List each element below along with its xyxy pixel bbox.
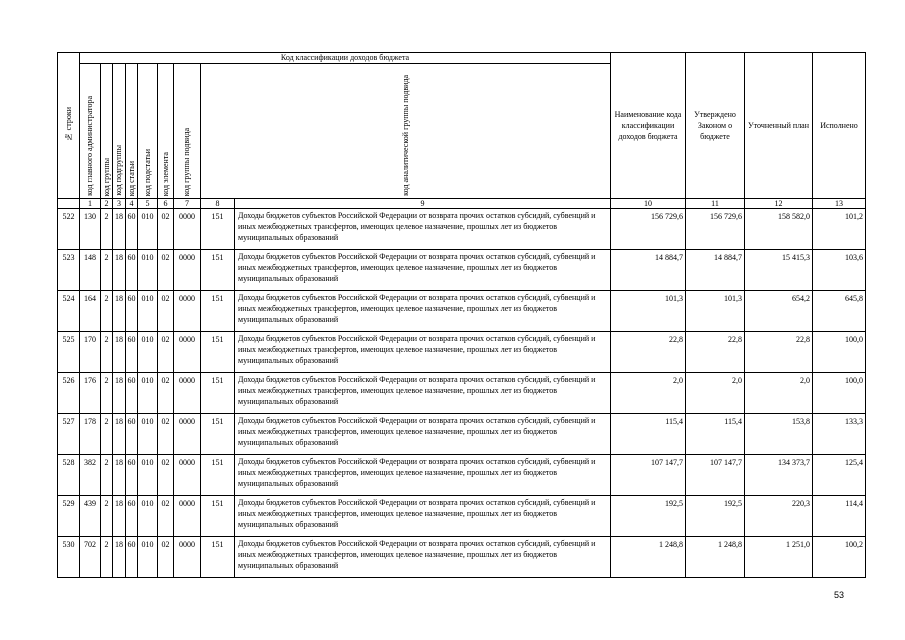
admin-code-cell: 439 <box>80 496 101 537</box>
substat-code-cell: 010 <box>138 455 158 496</box>
article-code-cell: 60 <box>126 250 138 291</box>
subgroup-code-cell: 18 <box>113 373 126 414</box>
table-row <box>58 496 866 537</box>
admin-code-cell: 382 <box>80 455 101 496</box>
executed-cell: 220,3 <box>745 496 813 537</box>
article-code-cell: 60 <box>126 496 138 537</box>
column-number: 3 <box>113 199 126 209</box>
executed-cell: 158 582,0 <box>745 209 813 250</box>
group-code-cell: 2 <box>101 291 113 332</box>
executed-cell: 153,8 <box>745 414 813 455</box>
name-header: Наименование кода классификации доходов бюджета <box>611 53 686 199</box>
substat-code-header: код подстатьи <box>138 64 158 199</box>
approved-cell: 115,4 <box>611 414 686 455</box>
article-code-cell: 60 <box>126 209 138 250</box>
article-code-cell: 60 <box>126 373 138 414</box>
percent-cell: 100,2 <box>813 537 866 578</box>
analytic-code-cell: 151 <box>201 496 235 537</box>
executed-header: Исполнено <box>813 53 866 199</box>
analytic-code-cell: 151 <box>201 332 235 373</box>
approved-cell: 14 884,7 <box>611 250 686 291</box>
admin-code-cell: 164 <box>80 291 101 332</box>
executed-cell: 22,8 <box>745 332 813 373</box>
name-cell: Доходы бюджетов субъектов Российской Федерации от возврата прочих остатков субсидий, субвенций и иных межбюджетных трансфертов, имеющих целевое назначение, прошлых лет из бюджетов муниципальных образований <box>235 496 611 537</box>
article-code-cell: 60 <box>126 414 138 455</box>
approved-cell: 192,5 <box>611 496 686 537</box>
column-number: 9 <box>235 199 611 209</box>
row-number-cell: 530 <box>58 537 80 578</box>
page-number: 53 <box>834 590 845 600</box>
subgroup-code-cell: 18 <box>113 455 126 496</box>
revised-cell: 22,8 <box>686 332 745 373</box>
article-code-cell: 60 <box>126 291 138 332</box>
row-number-cell: 523 <box>58 250 80 291</box>
article-code-cell: 60 <box>126 537 138 578</box>
analytic-code-cell: 151 <box>201 291 235 332</box>
substat-code-cell: 010 <box>138 414 158 455</box>
admin-code-cell: 130 <box>80 209 101 250</box>
subtype-group-code-cell: 0000 <box>174 455 201 496</box>
name-cell: Доходы бюджетов субъектов Российской Федерации от возврата прочих остатков субсидий, субвенций и иных межбюджетных трансфертов, имеющих целевое назначение, прошлых лет из бюджетов муниципальных образований <box>235 209 611 250</box>
executed-cell: 15 415,3 <box>745 250 813 291</box>
budget-revenue-table <box>57 52 866 578</box>
analytic-code-cell: 151 <box>201 250 235 291</box>
column-number: 4 <box>126 199 138 209</box>
revised-cell: 14 884,7 <box>686 250 745 291</box>
substat-code-cell: 010 <box>138 373 158 414</box>
approved-header: Утверждено Законом о бюджете <box>686 53 745 199</box>
subgroup-code-cell: 18 <box>113 537 126 578</box>
table-row <box>58 332 866 373</box>
group-code-cell: 2 <box>101 250 113 291</box>
percent-cell: 100,0 <box>813 373 866 414</box>
revised-cell: 101,3 <box>686 291 745 332</box>
admin-code-cell: 170 <box>80 332 101 373</box>
group-code-cell: 2 <box>101 209 113 250</box>
analytic-code-header: код аналитической группы подвида <box>201 64 611 199</box>
group-code-cell: 2 <box>101 332 113 373</box>
subtype-group-code-header: код группы подвида <box>174 64 201 199</box>
row-number-cell: 529 <box>58 496 80 537</box>
element-code-cell: 02 <box>158 455 174 496</box>
column-number: 5 <box>138 199 158 209</box>
column-number: 1 <box>80 199 101 209</box>
approved-cell: 2,0 <box>611 373 686 414</box>
analytic-code-cell: 151 <box>201 209 235 250</box>
percent-cell: 114,4 <box>813 496 866 537</box>
row-number-cell: 525 <box>58 332 80 373</box>
element-code-header: код элемента <box>158 64 174 199</box>
table-row <box>58 414 866 455</box>
column-number: 11 <box>686 199 745 209</box>
article-code-header: код статьи <box>126 64 138 199</box>
percent-cell: 133,3 <box>813 414 866 455</box>
table-row <box>58 537 866 578</box>
column-number: 6 <box>158 199 174 209</box>
table-row <box>58 291 866 332</box>
table-row <box>58 209 866 250</box>
name-cell: Доходы бюджетов субъектов Российской Федерации от возврата прочих остатков субсидий, субвенций и иных межбюджетных трансфертов, имеющих целевое назначение, прошлых лет из бюджетов муниципальных образований <box>235 414 611 455</box>
substat-code-cell: 010 <box>138 209 158 250</box>
approved-cell: 156 729,6 <box>611 209 686 250</box>
element-code-cell: 02 <box>158 537 174 578</box>
classification-group-header: Код классификации доходов бюджета <box>80 53 611 64</box>
subtype-group-code-cell: 0000 <box>174 250 201 291</box>
approved-cell: 22,8 <box>611 332 686 373</box>
admin-code-cell: 176 <box>80 373 101 414</box>
substat-code-cell: 010 <box>138 291 158 332</box>
subtype-group-code-cell: 0000 <box>174 414 201 455</box>
analytic-code-cell: 151 <box>201 373 235 414</box>
percent-cell: 101,2 <box>813 209 866 250</box>
subtype-group-code-cell: 0000 <box>174 373 201 414</box>
name-cell: Доходы бюджетов субъектов Российской Федерации от возврата прочих остатков субсидий, субвенций и иных межбюджетных трансфертов, имеющих целевое назначение, прошлых лет из бюджетов муниципальных образований <box>235 291 611 332</box>
element-code-cell: 02 <box>158 250 174 291</box>
table-row <box>58 455 866 496</box>
element-code-cell: 02 <box>158 209 174 250</box>
subtype-group-code-cell: 0000 <box>174 496 201 537</box>
column-number: 2 <box>101 199 113 209</box>
substat-code-cell: 010 <box>138 537 158 578</box>
column-numbers-row <box>58 199 866 209</box>
executed-cell: 1 251,0 <box>745 537 813 578</box>
admin-code-cell: 702 <box>80 537 101 578</box>
subgroup-code-cell: 18 <box>113 496 126 537</box>
row-number-cell: 526 <box>58 373 80 414</box>
name-cell: Доходы бюджетов субъектов Российской Федерации от возврата прочих остатков субсидий, субвенций и иных межбюджетных трансфертов, имеющих целевое назначение, прошлых лет из бюджетов муниципальных образований <box>235 373 611 414</box>
element-code-cell: 02 <box>158 414 174 455</box>
name-cell: Доходы бюджетов субъектов Российской Федерации от возврата прочих остатков субсидий, субвенций и иных межбюджетных трансфертов, имеющих целевое назначение, прошлых лет из бюджетов муниципальных образований <box>235 332 611 373</box>
table-row <box>58 373 866 414</box>
column-number <box>58 199 80 209</box>
row-number-header: № строки <box>58 53 80 199</box>
group-code-cell: 2 <box>101 414 113 455</box>
percent-cell: 125,4 <box>813 455 866 496</box>
row-number-cell: 528 <box>58 455 80 496</box>
group-code-cell: 2 <box>101 537 113 578</box>
element-code-cell: 02 <box>158 373 174 414</box>
article-code-cell: 60 <box>126 332 138 373</box>
revised-header: Уточненный план <box>745 53 813 199</box>
executed-cell: 2,0 <box>745 373 813 414</box>
name-cell: Доходы бюджетов субъектов Российской Федерации от возврата прочих остатков субсидий, субвенций и иных межбюджетных трансфертов, имеющих целевое назначение, прошлых лет из бюджетов муниципальных образований <box>235 537 611 578</box>
approved-cell: 1 248,8 <box>611 537 686 578</box>
group-code-cell: 2 <box>101 373 113 414</box>
approved-cell: 107 147,7 <box>611 455 686 496</box>
admin-code-cell: 178 <box>80 414 101 455</box>
row-number-cell: 522 <box>58 209 80 250</box>
substat-code-cell: 010 <box>138 250 158 291</box>
revised-cell: 156 729,6 <box>686 209 745 250</box>
subgroup-code-cell: 18 <box>113 250 126 291</box>
element-code-cell: 02 <box>158 496 174 537</box>
subgroup-code-cell: 18 <box>113 414 126 455</box>
revised-cell: 1 248,8 <box>686 537 745 578</box>
executed-cell: 654,2 <box>745 291 813 332</box>
group-code-cell: 2 <box>101 455 113 496</box>
subgroup-code-cell: 18 <box>113 291 126 332</box>
analytic-code-cell: 151 <box>201 414 235 455</box>
revised-cell: 115,4 <box>686 414 745 455</box>
column-number: 10 <box>611 199 686 209</box>
group-code-header: код группы <box>101 64 113 199</box>
admin-code-header: код главного администратора <box>80 64 101 199</box>
subtype-group-code-cell: 0000 <box>174 537 201 578</box>
subgroup-code-cell: 18 <box>113 209 126 250</box>
analytic-code-cell: 151 <box>201 455 235 496</box>
admin-code-cell: 148 <box>80 250 101 291</box>
column-number: 7 <box>174 199 201 209</box>
group-code-cell: 2 <box>101 496 113 537</box>
subgroup-code-header: код подгруппы <box>113 64 126 199</box>
column-number: 13 <box>813 199 866 209</box>
subtype-group-code-cell: 0000 <box>174 209 201 250</box>
analytic-code-cell: 151 <box>201 537 235 578</box>
approved-cell: 101,3 <box>611 291 686 332</box>
percent-cell: 103,6 <box>813 250 866 291</box>
element-code-cell: 02 <box>158 291 174 332</box>
table-row <box>58 250 866 291</box>
substat-code-cell: 010 <box>138 332 158 373</box>
name-cell: Доходы бюджетов субъектов Российской Федерации от возврата прочих остатков субсидий, субвенций и иных межбюджетных трансфертов, имеющих целевое назначение, прошлых лет из бюджетов муниципальных образований <box>235 250 611 291</box>
article-code-cell: 60 <box>126 455 138 496</box>
row-number-cell: 524 <box>58 291 80 332</box>
revised-cell: 2,0 <box>686 373 745 414</box>
percent-cell: 100,0 <box>813 332 866 373</box>
subtype-group-code-cell: 0000 <box>174 291 201 332</box>
executed-cell: 134 373,7 <box>745 455 813 496</box>
subtype-group-code-cell: 0000 <box>174 332 201 373</box>
subgroup-code-cell: 18 <box>113 332 126 373</box>
element-code-cell: 02 <box>158 332 174 373</box>
row-number-cell: 527 <box>58 414 80 455</box>
percent-cell: 645,8 <box>813 291 866 332</box>
substat-code-cell: 010 <box>138 496 158 537</box>
column-number: 8 <box>201 199 235 209</box>
revised-cell: 107 147,7 <box>686 455 745 496</box>
revised-cell: 192,5 <box>686 496 745 537</box>
name-cell: Доходы бюджетов субъектов Российской Федерации от возврата прочих остатков субсидий, субвенций и иных межбюджетных трансфертов, имеющих целевое назначение, прошлых лет из бюджетов муниципальных образований <box>235 455 611 496</box>
column-number: 12 <box>745 199 813 209</box>
